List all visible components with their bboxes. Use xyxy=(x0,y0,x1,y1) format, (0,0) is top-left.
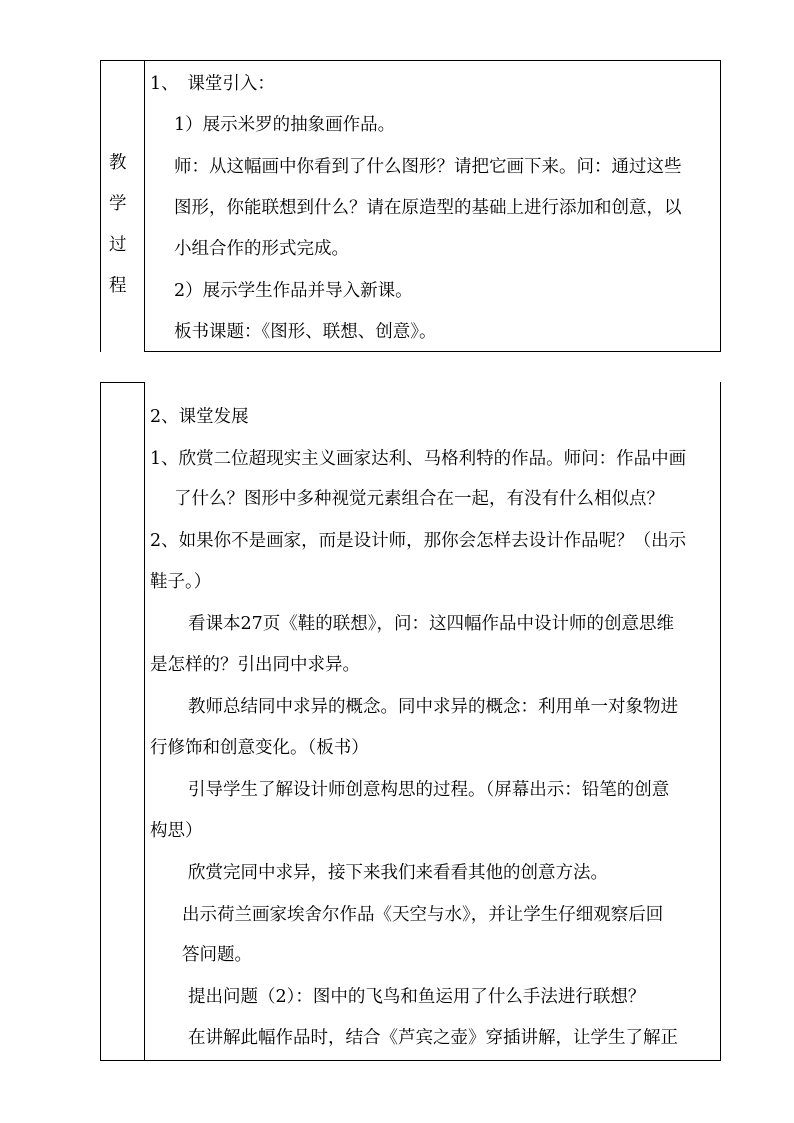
table1-col-divider xyxy=(144,60,145,352)
table2-left-border xyxy=(100,382,101,1061)
paragraph-line: 师：从这幅画中你看到了什么图形？请把它画下来。问：通过这些 xyxy=(174,157,682,177)
paragraph-line: 2）展示学生作品并导入新课。 xyxy=(174,281,413,301)
paragraph-line: 1）展示米罗的抽象画作品。 xyxy=(174,115,396,135)
paragraph-line: 鞋子。） xyxy=(150,572,212,592)
table1-left-border xyxy=(100,60,101,352)
paragraph-line: 是怎样的？引出同中求异。 xyxy=(150,655,360,675)
paragraph-line: 在讲解此幅作品时，结合《芦宾之壶》穿插讲解，让学生了解正 xyxy=(188,1028,678,1048)
table1-top-border xyxy=(100,60,721,61)
side-label-char: 教 xyxy=(109,153,127,173)
paragraph-line: 1、欣赏二位超现实主义画家达利、马格利特的作品。师问：作品中画 xyxy=(150,449,687,469)
paragraph-line: 构思） xyxy=(150,821,203,841)
side-label-char: 过 xyxy=(109,235,127,255)
paragraph-line: 看课本27页《鞋的联想》，问：这四幅作品中设计师的创意思维 xyxy=(188,614,675,634)
table2-top-border xyxy=(100,382,145,383)
paragraph-line: 板书课题：《图形、联想、创意》。 xyxy=(174,322,437,342)
side-label-char: 程 xyxy=(109,276,127,296)
section-heading: 2、课堂发展 xyxy=(150,407,249,427)
table2-col-divider xyxy=(144,382,145,1061)
paragraph-line: 答问题。 xyxy=(182,945,252,965)
section-heading: 1、 课堂引入： xyxy=(150,74,275,94)
side-label-char: 学 xyxy=(109,194,127,214)
paragraph-line: 了什么？图形中多种视觉元素组合在一起，有没有什么相似点？ xyxy=(174,489,664,509)
paragraph-line: 图形，你能联想到什么？请在原造型的基础上进行添加和创意，以 xyxy=(174,198,682,218)
table1-right-border xyxy=(720,60,721,352)
paragraph-line: 出示荷兰画家埃舍尔作品《天空与水》，并让学生仔细观察后回 xyxy=(182,905,664,925)
paragraph-line: 教师总结同中求异的概念。同中求异的概念：利用单一对象物进 xyxy=(188,697,678,717)
table2-right-border xyxy=(720,382,721,1061)
paragraph-line: 行修饰和创意变化。（板书） xyxy=(150,738,369,758)
paragraph-line: 提出问题（2）：图中的飞鸟和鱼运用了什么手法进行联想？ xyxy=(188,987,646,1007)
paragraph-line: 欣赏完同中求异，接下来我们来看看其他的创意方法。 xyxy=(188,863,608,883)
paragraph-line: 引导学生了解设计师创意构思的过程。（屏幕出示：铅笔的创意 xyxy=(188,780,670,800)
table1-bottom-border xyxy=(144,351,721,352)
paragraph-line: 小组合作的形式完成。 xyxy=(174,239,349,259)
table2-bottom-border xyxy=(100,1060,721,1061)
paragraph-line: 2、如果你不是画家，而是设计师，那你会怎样去设计作品呢？（出示 xyxy=(150,531,687,551)
